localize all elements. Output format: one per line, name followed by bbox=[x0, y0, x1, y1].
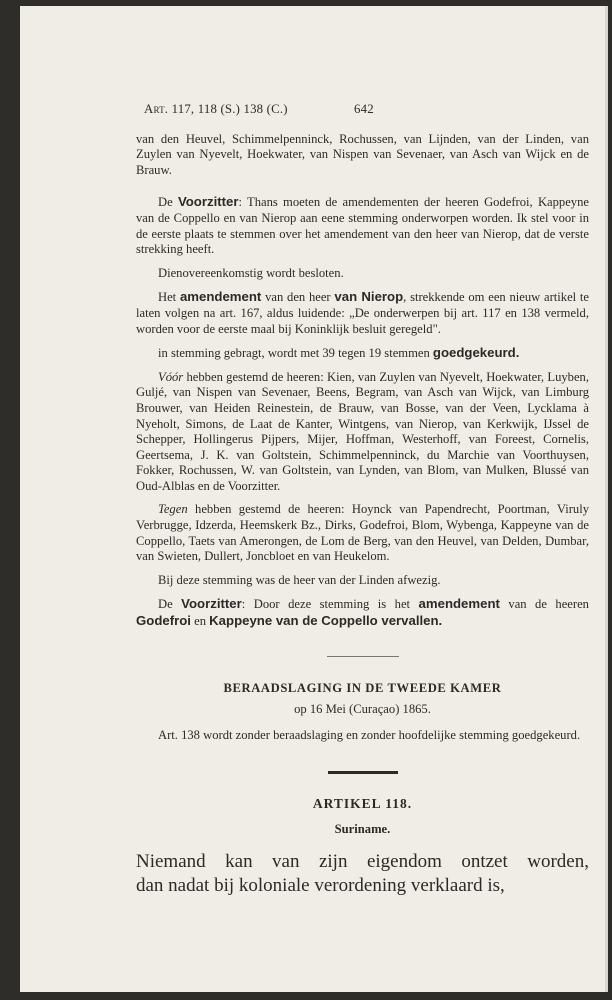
text-fragment: van den heer bbox=[265, 290, 331, 305]
paragraph-voorzitter-2 bbox=[136, 596, 589, 629]
text-fragment: van de heeren bbox=[508, 597, 589, 612]
paragraph-vote-result bbox=[136, 345, 589, 362]
running-header bbox=[144, 102, 589, 118]
speaker-name: Voorzitter bbox=[181, 596, 242, 612]
page-content bbox=[136, 102, 589, 898]
article-text-line-2: dan nadat bij koloniale verordening verklaard is, bbox=[136, 874, 505, 896]
article-text-line-1: Niemand kan van zijn eigendom ontzet worden, bbox=[136, 850, 589, 872]
article-reference: Art. 117, 118 (S.) 138 (C.) bbox=[144, 102, 288, 116]
text-fragment: , strekkende om een nieuw artikel te laten volgen na art. 167, aldus luidende: „De onderwerpen bij art. 117 en 138 vermeld, worden voor de eerste maal bij Koninklijk besluit geregeld". bbox=[136, 290, 590, 336]
article-divider bbox=[328, 771, 398, 774]
bold-name: Godefroi bbox=[136, 613, 191, 629]
bold-term: amendement bbox=[418, 596, 500, 612]
paragraph-votes-against bbox=[136, 502, 589, 564]
text-fragment: hebben gestemd de heeren: Kien, van Zuylen van Nyevelt, Hoekwater, Luyben, Guljé, van Nispen van Sevenaer, Beens, Begram, van Asch van Wijck, van Limburg Brouwer, van Heiden Reinestein, de Brauw, van Bosse, van der Veen, Lycklama à Nyeholt, Simons, de Laat de Kanter, Wintgens, van Nierop, van Kerkwijk, IJssel de Schepper, Hollingerus Pijpers, Mijer, Hoffman, Westerhoff, van Foreest, Cornelis, Geertsema, J. K. van Goltstein, Schimmelpenninck, du Marchie van Voorthuysen, Fokker, Rochussen, W. van Goltstein, van Lynden, van Blom, van Mulken, Blussé van Oud-Alblas en de Voorzitter. bbox=[136, 369, 590, 493]
section-title: BERAADSLAGING IN DE TWEEDE KAMER bbox=[223, 680, 502, 695]
paragraph-decision: Dienovereenkomstig wordt besloten. bbox=[158, 265, 344, 280]
section-divider bbox=[327, 656, 399, 657]
book-page bbox=[20, 6, 608, 992]
article-subtitle: Suriname. bbox=[334, 822, 391, 836]
section-text: Art. 138 wordt zonder beraadslaging en zonder hoofdelijke stemming goedgekeurd. bbox=[158, 727, 581, 742]
paragraph-votes-for bbox=[136, 370, 589, 495]
section-date: op 16 Mei (Curaçao) 1865. bbox=[294, 702, 431, 717]
bold-result: goedgekeurd. bbox=[432, 345, 520, 361]
bold-term: amendement bbox=[179, 289, 262, 305]
article-title: ARTIKEL 118. bbox=[312, 796, 413, 812]
italic-label: Vóór bbox=[158, 369, 184, 384]
paragraph-amendment bbox=[136, 289, 589, 337]
paragraph-names-continued: van den Heuvel, Schimmelpenninck, Rochussen, van Lijnden, van der Linden, van Zuylen van Nyevelt, Hoekwater, van Nispen van Sevenaer, van Asch van Wijck en de Brauw. bbox=[136, 131, 589, 177]
text-fragment: hebben gestemd de heeren: Hoynck van Papendrecht, Poortman, Viruly Verbrugge, Idzerda, Heemskerk Bz., Dirks, Godefroi, Blom, Wybenga, Kappeyne van de Coppello, Taets van Amerongen, de Lom de Berg, van den Heuvel, van Delden, Dumbar, van Swieten, Dullert, Joncbloet en van Heukelom. bbox=[136, 502, 589, 564]
speaker-name: Voorzitter bbox=[177, 194, 239, 210]
italic-label: Tegen bbox=[158, 502, 188, 517]
paragraph-absent: Bij deze stemming was de heer van der Linden afwezig. bbox=[158, 572, 441, 587]
paragraph-voorzitter-1 bbox=[136, 194, 589, 257]
text-fragment: : Door deze stemming is het bbox=[241, 597, 411, 612]
text-fragment: in stemming gebragt, wordt met 39 tegen 19 stemmen bbox=[158, 346, 430, 361]
text-fragment: en bbox=[194, 614, 206, 629]
text-fragment: : Thans moeten de amendementen der heeren Godefroi, Kappeyne van de Coppello en van Nierop aan eene stemming onderworpen worden. Ik stel voor in de eerste plaats te stemmen over het amendement van den heer van Nierop, dat de verste strekking heeft. bbox=[136, 195, 589, 257]
page-number: 642 bbox=[354, 102, 374, 116]
bold-name: van Nierop bbox=[334, 289, 404, 305]
bold-name: Kappeyne van de Coppello vervallen. bbox=[209, 613, 443, 629]
text-fragment: De bbox=[158, 597, 173, 612]
text-fragment: De bbox=[158, 195, 173, 210]
text-fragment: Het bbox=[158, 290, 177, 305]
